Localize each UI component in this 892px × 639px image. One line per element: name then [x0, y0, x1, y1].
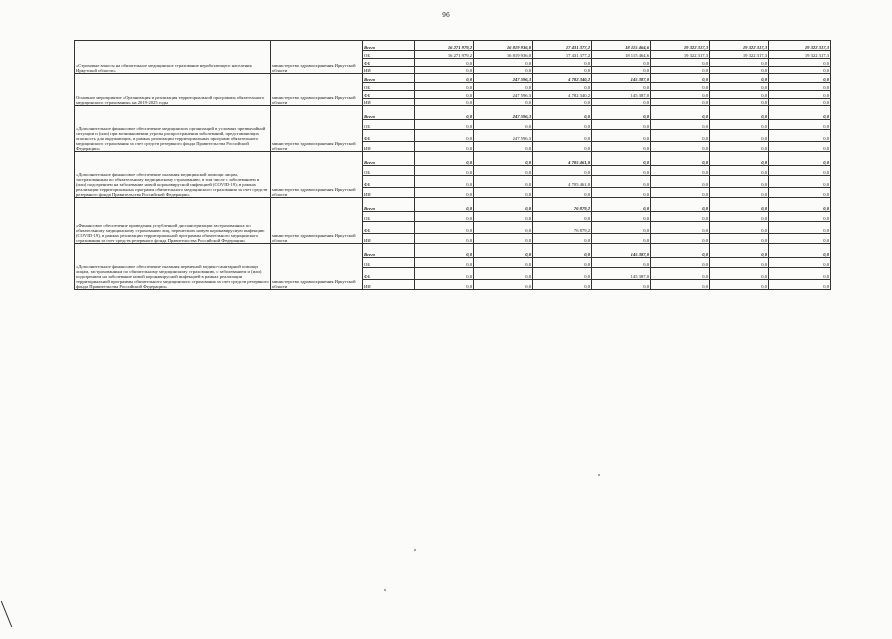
funding-source-label: ИИ	[363, 99, 415, 106]
amount-cell: 0,0	[769, 166, 831, 176]
funding-source-label: ОБ	[363, 212, 415, 222]
amount-cell: 0,0	[769, 152, 831, 166]
amount-cell: 0,0	[710, 152, 769, 166]
amount-cell: 0,0	[415, 244, 474, 258]
funding-source-label: ОБ	[363, 258, 415, 268]
amount-cell: 0,0	[769, 106, 831, 120]
amount-cell: 0,0	[474, 142, 533, 152]
table-row	[75, 74, 831, 83]
amount-cell: 0,0	[710, 67, 769, 74]
amount-cell: 0,0	[592, 166, 651, 176]
funding-source-label: ИИ	[363, 67, 415, 74]
amount-cell: 0,0	[474, 280, 533, 290]
amount-cell: 0,0	[769, 83, 831, 91]
amount-cell: 0,0	[769, 67, 831, 74]
measure-description: «Дополнительное финансовое обеспечение оказания первичной медико-санитарной помощи лицам, застрахованным по обязательному медицинскому страхованию, с заболеванием и (или) подозрением на заболевание новой коронавирусной инфекцией в рамках реализации территориальной программы обязательного медицинского страхования за счет средств резервного фонда Правительства Российской Федерации»	[75, 244, 271, 290]
amount-cell: 0,0	[415, 99, 474, 106]
amount-cell: 0,0	[769, 222, 831, 234]
amount-cell: 0,0	[651, 152, 710, 166]
amount-cell: 0,0	[415, 280, 474, 290]
amount-cell: 247 596,3	[474, 91, 533, 99]
table-row	[75, 244, 831, 258]
scan-speck	[598, 474, 600, 476]
amount-cell: 0,0	[710, 234, 769, 244]
measure-executor: министерство здравоохранения Иркутской области	[271, 106, 363, 152]
amount-cell: 0,0	[474, 198, 533, 212]
amount-cell: 0,0	[533, 83, 592, 91]
funding-source-label: ОБ	[363, 166, 415, 176]
amount-cell: 0,0	[769, 234, 831, 244]
funding-source-label: ФБ	[363, 91, 415, 99]
table-row	[75, 41, 831, 51]
funding-source-label: ФБ	[363, 176, 415, 188]
amount-cell: 0,0	[533, 280, 592, 290]
amount-cell: 145 387,0	[592, 268, 651, 280]
amount-cell: 4 705 461,0	[533, 152, 592, 166]
amount-cell: 247 596,3	[474, 130, 533, 142]
amount-cell: 0,0	[533, 120, 592, 130]
amount-cell: 0,0	[592, 67, 651, 74]
amount-cell: 17 431 377,2	[533, 41, 592, 51]
amount-cell: 0,0	[769, 91, 831, 99]
funding-source-label: ФБ	[363, 59, 415, 67]
funding-source-label: Всего	[363, 198, 415, 212]
amount-cell: 0,0	[710, 280, 769, 290]
amount-cell: 0,0	[592, 59, 651, 67]
amount-cell: 0,0	[533, 244, 592, 258]
amount-cell: 0,0	[415, 91, 474, 99]
amount-cell: 0,0	[474, 222, 533, 234]
amount-cell: 16 271 979,2	[415, 51, 474, 59]
amount-cell: 0,0	[651, 280, 710, 290]
amount-cell: 0,0	[592, 83, 651, 91]
amount-cell: 4 782 340,2	[533, 74, 592, 83]
measure-description: «Страховые взносы на обязательное медицинское страхование неработающего населения Иркутской области»	[75, 41, 271, 74]
amount-cell: 17 431 377,2	[533, 51, 592, 59]
amount-cell: 0,0	[651, 59, 710, 67]
amount-cell: 0,0	[415, 166, 474, 176]
amount-cell: 0,0	[592, 222, 651, 234]
funding-source-label: ФБ	[363, 130, 415, 142]
amount-cell: 0,0	[474, 212, 533, 222]
amount-cell: 19 322 317,3	[769, 51, 831, 59]
budget-table	[74, 40, 831, 290]
amount-cell: 0,0	[533, 142, 592, 152]
amount-cell: 0,0	[651, 258, 710, 268]
amount-cell: 0,0	[592, 120, 651, 130]
amount-cell: 0,0	[710, 212, 769, 222]
amount-cell: 0,0	[710, 166, 769, 176]
amount-cell: 19 322 317,3	[710, 51, 769, 59]
measure-executor: министерство здравоохранения Иркутской области	[271, 74, 363, 106]
amount-cell: 0,0	[415, 120, 474, 130]
amount-cell: 18 115 464,6	[592, 41, 651, 51]
table-row	[75, 106, 831, 120]
funding-source-label: Всего	[363, 41, 415, 51]
amount-cell: 4 782 340,2	[533, 91, 592, 99]
amount-cell: 0,0	[533, 258, 592, 268]
amount-cell: 0,0	[710, 130, 769, 142]
amount-cell: 0,0	[710, 188, 769, 198]
amount-cell: 0,0	[710, 222, 769, 234]
amount-cell: 18 115 464,6	[592, 51, 651, 59]
amount-cell: 0,0	[415, 234, 474, 244]
amount-cell: 0,0	[415, 74, 474, 83]
amount-cell: 0,0	[415, 67, 474, 74]
amount-cell: 0,0	[415, 59, 474, 67]
margin-pen-mark	[1, 601, 12, 627]
measure-executor: министерство здравоохранения Иркутской области	[271, 198, 363, 244]
amount-cell: 0,0	[592, 142, 651, 152]
amount-cell: 0,0	[474, 188, 533, 198]
measure-executor: министерство здравоохранения Иркутской области	[271, 152, 363, 198]
measure-executor: министерство здравоохранения Иркутской области	[271, 244, 363, 290]
amount-cell: 0,0	[769, 120, 831, 130]
funding-source-label: ИИ	[363, 188, 415, 198]
amount-cell: 0,0	[769, 176, 831, 188]
amount-cell: 0,0	[415, 222, 474, 234]
amount-cell: 0,0	[592, 106, 651, 120]
amount-cell: 0,0	[651, 234, 710, 244]
amount-cell: 0,0	[592, 188, 651, 198]
amount-cell: 247 596,3	[474, 106, 533, 120]
amount-cell: 0,0	[710, 74, 769, 83]
amount-cell: 0,0	[533, 67, 592, 74]
measure-description: «Финансовое обеспечение проведения углубленной диспансеризации застрахованных по обязательному медицинскому страхованию лиц, перенесших новую коронавирусную инфекцию (COVID-19), в рамках реализации территориальной программы обязательного медицинского страхования за счет средств резервного фонда Правительства Российской Федерации»	[75, 198, 271, 244]
amount-cell: 19 322 317,3	[769, 41, 831, 51]
amount-cell: 0,0	[769, 280, 831, 290]
amount-cell: 0,0	[592, 234, 651, 244]
amount-cell: 0,0	[710, 142, 769, 152]
amount-cell: 0,0	[533, 234, 592, 244]
amount-cell: 0,0	[710, 99, 769, 106]
amount-cell: 0,0	[474, 268, 533, 280]
amount-cell: 0,0	[651, 91, 710, 99]
amount-cell: 0,0	[533, 268, 592, 280]
amount-cell: 247 596,3	[474, 74, 533, 83]
funding-source-label: Всего	[363, 152, 415, 166]
amount-cell: 0,0	[592, 176, 651, 188]
measure-description: Основное мероприятие «Организация и реализация территориальной программы обязательного медицинского страхования» на 2019-2025 годы	[75, 74, 271, 106]
amount-cell: 0,0	[651, 106, 710, 120]
amount-cell: 0,0	[651, 222, 710, 234]
amount-cell: 0,0	[651, 198, 710, 212]
measure-description: «Дополнительное финансовое обеспечение оказания медицинской помощи лицам, застрахованным по обязательному медицинскому страхованию, в том числе с заболеванием и (или) подозрением на заболевание новой коронавирусной инфекцией (COVID-19), в рамках реализации территориальных программ обязательного медицинского страхования за счет средств резервного фонда Правительства Российской Федерации»	[75, 152, 271, 198]
amount-cell: 0,0	[533, 59, 592, 67]
amount-cell: 0,0	[474, 176, 533, 188]
amount-cell: 0,0	[651, 142, 710, 152]
amount-cell: 0,0	[592, 212, 651, 222]
amount-cell: 0,0	[415, 268, 474, 280]
funding-source-label: ФБ	[363, 268, 415, 280]
amount-cell: 0,0	[592, 99, 651, 106]
table-row	[75, 152, 831, 166]
measure-executor: министерство здравоохранения Иркутской области	[271, 41, 363, 74]
amount-cell: 0,0	[474, 59, 533, 67]
amount-cell: 0,0	[710, 268, 769, 280]
amount-cell: 76 879,2	[533, 222, 592, 234]
amount-cell: 0,0	[651, 74, 710, 83]
amount-cell: 0,0	[710, 244, 769, 258]
amount-cell: 0,0	[533, 188, 592, 198]
funding-source-label: Всего	[363, 74, 415, 83]
amount-cell: 0,0	[710, 59, 769, 67]
funding-source-label: ОБ	[363, 51, 415, 59]
amount-cell: 0,0	[769, 212, 831, 222]
funding-source-label: ФБ	[363, 222, 415, 234]
amount-cell: 0,0	[533, 212, 592, 222]
funding-source-label: ОБ	[363, 120, 415, 130]
amount-cell: 0,0	[415, 106, 474, 120]
amount-cell: 0,0	[651, 244, 710, 258]
amount-cell: 0,0	[769, 142, 831, 152]
amount-cell: 0,0	[651, 130, 710, 142]
amount-cell: 0,0	[533, 106, 592, 120]
amount-cell: 0,0	[710, 176, 769, 188]
amount-cell: 16 271 979,2	[415, 41, 474, 51]
amount-cell: 19 322 317,3	[651, 41, 710, 51]
funding-source-label: Всего	[363, 106, 415, 120]
funding-source-label: ОБ	[363, 83, 415, 91]
amount-cell: 0,0	[769, 198, 831, 212]
measure-description: «Дополнительное финансовое обеспечение медицинских организаций в условиях чрезвычайной ситуации и (или) при возникновении угрозы распространения заболеваний, представляющих опасность для окружающих, в рамках реализации территориальных программ обязательного медицинского страхования за счет средств резервного фонда Правительства Российской Федерации»	[75, 106, 271, 152]
amount-cell: 0,0	[415, 83, 474, 91]
amount-cell: 0,0	[710, 91, 769, 99]
amount-cell: 0,0	[474, 152, 533, 166]
amount-cell: 0,0	[769, 99, 831, 106]
funding-source-label: ИИ	[363, 142, 415, 152]
amount-cell: 0,0	[710, 258, 769, 268]
amount-cell: 0,0	[415, 142, 474, 152]
budget-table-body	[75, 41, 831, 290]
amount-cell: 19 322 317,3	[651, 51, 710, 59]
amount-cell: 0,0	[651, 188, 710, 198]
amount-cell: 0,0	[474, 166, 533, 176]
amount-cell: 0,0	[415, 212, 474, 222]
amount-cell: 0,0	[533, 166, 592, 176]
amount-cell: 0,0	[415, 130, 474, 142]
amount-cell: 0,0	[533, 99, 592, 106]
amount-cell: 0,0	[592, 198, 651, 212]
amount-cell: 0,0	[769, 188, 831, 198]
page-number: 96	[442, 12, 450, 19]
amount-cell: 0,0	[769, 244, 831, 258]
amount-cell: 0,0	[710, 83, 769, 91]
amount-cell: 0,0	[474, 120, 533, 130]
amount-cell: 0,0	[651, 176, 710, 188]
amount-cell: 0,0	[710, 106, 769, 120]
amount-cell: 16 819 936,0	[474, 41, 533, 51]
amount-cell: 0,0	[710, 120, 769, 130]
amount-cell: 0,0	[651, 166, 710, 176]
amount-cell: 145 387,0	[592, 74, 651, 83]
amount-cell: 0,0	[769, 74, 831, 83]
funding-source-label: Всего	[363, 244, 415, 258]
amount-cell: 145 387,0	[592, 91, 651, 99]
amount-cell: 76 879,2	[533, 198, 592, 212]
funding-source-label: ИИ	[363, 280, 415, 290]
amount-cell: 0,0	[592, 258, 651, 268]
amount-cell: 0,0	[474, 99, 533, 106]
amount-cell: 0,0	[415, 176, 474, 188]
amount-cell: 0,0	[474, 258, 533, 268]
amount-cell: 19 322 317,3	[710, 41, 769, 51]
amount-cell: 0,0	[415, 188, 474, 198]
amount-cell: 0,0	[769, 130, 831, 142]
amount-cell: 0,0	[533, 130, 592, 142]
amount-cell: 0,0	[592, 152, 651, 166]
amount-cell: 0,0	[710, 198, 769, 212]
amount-cell: 0,0	[651, 83, 710, 91]
amount-cell: 0,0	[651, 212, 710, 222]
table-row	[75, 198, 831, 212]
amount-cell: 0,0	[415, 152, 474, 166]
amount-cell: 0,0	[651, 99, 710, 106]
amount-cell: 0,0	[769, 258, 831, 268]
scan-speck	[384, 589, 386, 591]
scan-speck	[414, 549, 416, 551]
amount-cell: 0,0	[415, 198, 474, 212]
amount-cell: 0,0	[651, 268, 710, 280]
amount-cell: 4 705 461,0	[533, 176, 592, 188]
amount-cell: 0,0	[592, 280, 651, 290]
amount-cell: 0,0	[474, 83, 533, 91]
amount-cell: 0,0	[769, 59, 831, 67]
amount-cell: 0,0	[474, 234, 533, 244]
amount-cell: 0,0	[592, 130, 651, 142]
amount-cell: 0,0	[415, 258, 474, 268]
amount-cell: 16 819 936,0	[474, 51, 533, 59]
amount-cell: 0,0	[474, 244, 533, 258]
amount-cell: 0,0	[651, 120, 710, 130]
amount-cell: 0,0	[651, 67, 710, 74]
amount-cell: 145 387,0	[592, 244, 651, 258]
funding-source-label: ИИ	[363, 234, 415, 244]
amount-cell: 0,0	[769, 268, 831, 280]
amount-cell: 0,0	[474, 67, 533, 74]
